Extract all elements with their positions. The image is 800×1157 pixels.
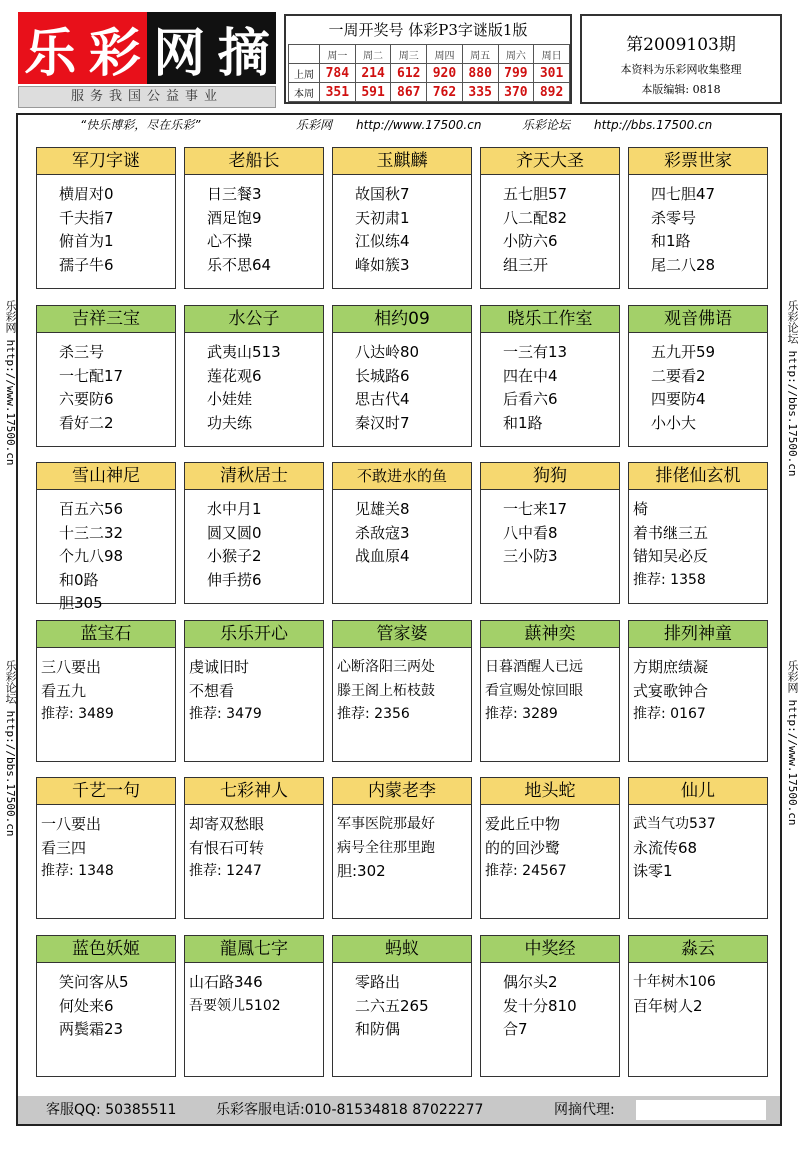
draw-number: 612 [391, 64, 427, 83]
card-line: 发十分810 [503, 996, 577, 1015]
card-line: 江似练4 [355, 232, 410, 250]
card-line: 后看六6 [503, 390, 558, 408]
card-title: 晓乐工作室 [481, 306, 619, 333]
card-line: 战血原4 [355, 547, 410, 565]
draw-panel-title: 一周开奖号 体彩P3字谜版1版 [328, 21, 528, 39]
card-line: 着书继三五 [633, 523, 709, 542]
card-line: 武夷山513 [207, 343, 281, 361]
side-text-right-top: 乐彩论坛 http://bbs.17500.cn [786, 300, 799, 477]
card-line: 心不操 [207, 232, 253, 250]
card-line: 零路出 [355, 973, 401, 991]
card-title: 中奖经 [481, 936, 619, 963]
card-title: 排佬仙玄机 [629, 463, 767, 490]
card-lines [185, 490, 323, 592]
logo-char: 摘 [212, 12, 277, 84]
card-line: 五七胆57 [503, 185, 568, 203]
card-title: 管家婆 [333, 621, 471, 648]
card-line: 病号全往那里跑 [337, 839, 435, 856]
draw-table [288, 44, 570, 102]
draw-number: 335 [462, 83, 498, 102]
card-line: 四在中4 [503, 366, 558, 385]
puzzle-card [332, 462, 472, 604]
card-line: 八中看8 [503, 523, 558, 542]
card-line: 虔诚旧时 [189, 658, 250, 676]
card-line: 武当气功537 [633, 816, 716, 832]
agent-field [636, 1100, 766, 1120]
weekday-cell: 周五 [462, 45, 498, 64]
card-line: 看三四 [41, 838, 87, 857]
card-line: 思古代4 [355, 390, 410, 408]
card-line: 胆:302 [337, 862, 386, 880]
forum-url[interactable]: http://bbs.17500.cn [594, 118, 713, 132]
puzzle-card [480, 620, 620, 762]
weekday-cell: 周三 [391, 45, 427, 64]
card-title: 蓝色妖姬 [37, 936, 175, 963]
puzzle-card [184, 777, 324, 919]
card-line: 推荐: 1358 [633, 571, 706, 588]
card-line: 尾二八28 [651, 255, 716, 274]
card-line: 军事医院那最好 [337, 816, 435, 832]
card-title: 彩票世家 [629, 148, 767, 175]
card-line: 心断洛阳三两处 [337, 659, 435, 675]
card-title: 淼云 [629, 936, 767, 963]
puzzle-card [36, 305, 176, 447]
card-line: 笑问客从5 [59, 973, 129, 991]
card-title: 排列神童 [629, 621, 767, 648]
puzzle-card [36, 462, 176, 612]
card-line: 杀零号 [651, 208, 697, 227]
card-line: 一八要出 [41, 815, 102, 833]
card-line: 杀敌寇3 [355, 523, 410, 542]
issue-note: 本资料为乐彩网收集整理 [620, 63, 742, 76]
card-lines [37, 963, 175, 1042]
card-line: 山石路346 [189, 973, 263, 991]
issue-panel [580, 14, 782, 104]
card-line: 八达岭80 [355, 343, 420, 361]
card-line: 两鬓霜23 [59, 1020, 124, 1038]
card-line: 推荐: 3479 [189, 706, 262, 722]
logo-char: 彩 [83, 12, 148, 84]
puzzle-card [628, 305, 768, 447]
card-title: 内蒙老李 [333, 778, 471, 805]
card-title: 蕻神奕 [481, 621, 619, 648]
card-lines [185, 648, 323, 727]
weekly-draw-panel [284, 14, 572, 104]
puzzle-card [480, 305, 620, 447]
card-title: 蓝宝石 [37, 621, 175, 648]
card-line: 错知吴必反 [633, 547, 709, 565]
card-lines [37, 175, 175, 277]
draw-number: 591 [355, 83, 391, 102]
card-lines [333, 490, 471, 569]
issue-editor: 本版编辑: 0818 [641, 83, 721, 96]
card-title: 观音佛语 [629, 306, 767, 333]
card-lines [481, 490, 619, 569]
puzzle-card [36, 147, 176, 289]
puzzle-card [184, 305, 324, 447]
puzzle-card [184, 620, 324, 762]
card-title: 蚂蚁 [333, 936, 471, 963]
card-line: 杀三号 [59, 343, 105, 361]
card-lines [37, 490, 175, 616]
card-line: 和0路 [59, 570, 99, 589]
forum-name: 乐彩论坛 [522, 118, 571, 132]
card-title: 仙儿 [629, 778, 767, 805]
corner-cell [289, 45, 320, 64]
card-line: 滕王阁上柘枝鼓 [337, 682, 435, 699]
card-title: 老船长 [185, 148, 323, 175]
draw-number: 370 [498, 83, 534, 102]
card-line: 看好二2 [59, 413, 114, 432]
card-lines [629, 490, 767, 592]
slogan-row [18, 115, 780, 135]
card-line: 秦汉时7 [355, 413, 410, 432]
card-line: 十三二32 [59, 523, 124, 542]
card-line: 组三开 [503, 255, 549, 274]
puzzle-card [332, 935, 472, 1077]
card-line: 日三餐3 [207, 185, 262, 203]
card-line: 胆305 [59, 594, 103, 612]
draw-number: 867 [391, 83, 427, 102]
side-text-left-bottom: 乐彩论坛 http://bbs.17500.cn [4, 660, 17, 837]
card-line: 峰如簇3 [355, 255, 410, 274]
card-line: 一七来17 [503, 500, 568, 518]
card-title: 雪山神尼 [37, 463, 175, 490]
card-line: 百五六56 [59, 500, 124, 518]
puzzle-card [628, 462, 768, 604]
card-line: 椅 [633, 500, 649, 518]
puzzle-card [332, 305, 472, 447]
card-line: 伸手捞6 [207, 570, 262, 589]
puzzle-card [36, 620, 176, 762]
draw-number: 214 [355, 64, 391, 83]
card-line: 吾要领儿5102 [189, 997, 281, 1014]
card-line: 小娃娃 [207, 390, 253, 408]
footer-bar [18, 1096, 780, 1124]
card-line: 小小大 [651, 413, 697, 432]
draw-number: 920 [427, 64, 463, 83]
card-line: 看宣赐处惊回眼 [485, 682, 583, 699]
card-line: 三小防3 [503, 547, 558, 565]
card-line: 酒足饱9 [207, 208, 262, 227]
puzzle-card [628, 935, 768, 1077]
card-line: 二六五265 [355, 996, 429, 1015]
side-text-left-top: 乐彩网 http://www.17500.cn [4, 300, 17, 466]
card-title: 玉麒麟 [333, 148, 471, 175]
card-line: 功夫练 [207, 413, 253, 432]
card-line: 故国秋7 [355, 185, 410, 203]
card-title: 龍鳳七字 [185, 936, 323, 963]
card-title: 军刀字谜 [37, 148, 175, 175]
card-line: 水中月1 [207, 500, 262, 518]
card-line: 诛零1 [633, 862, 673, 880]
site-url[interactable]: http://www.17500.cn [356, 118, 482, 132]
draw-number: 880 [462, 64, 498, 83]
card-lines [481, 648, 619, 727]
card-line: 推荐: 1348 [41, 863, 114, 879]
puzzle-card [480, 462, 620, 604]
card-line: 四七胆47 [651, 185, 716, 203]
card-lines [629, 648, 767, 727]
puzzle-card [184, 147, 324, 289]
card-line: 永流传68 [633, 838, 698, 857]
card-line: 二要看2 [651, 366, 706, 385]
card-lines [333, 805, 471, 884]
card-line: 有恨石可转 [189, 838, 265, 857]
card-lines [333, 333, 471, 435]
draw-number: 799 [498, 64, 534, 83]
card-line: 何处来6 [59, 996, 114, 1015]
puzzle-card [628, 777, 768, 919]
card-lines [185, 175, 323, 277]
card-lines [481, 175, 619, 277]
card-line: 俯首为1 [59, 232, 114, 250]
puzzle-card [332, 620, 472, 762]
card-line: 日暮酒醒人已远 [485, 659, 583, 675]
card-lines [37, 648, 175, 727]
card-line: 推荐: 3489 [41, 706, 114, 722]
site-name: 乐彩网 [296, 118, 333, 132]
draw-row-last-week [289, 64, 570, 83]
weekday-cell: 周二 [355, 45, 391, 64]
card-line: 式宴歌钟合 [633, 681, 709, 700]
card-lines [333, 648, 471, 727]
logo-char: 乐 [18, 12, 83, 84]
card-title: 七彩神人 [185, 778, 323, 805]
card-line: 推荐: 3289 [485, 706, 558, 722]
card-line: 横眉对0 [59, 185, 114, 203]
logo-char: 网 [147, 12, 212, 84]
side-text-right-bottom: 乐彩网 http://www.17500.cn [786, 660, 799, 826]
card-lines [333, 175, 471, 277]
puzzle-card [480, 935, 620, 1077]
footer-agent-label: 网摘代理: [554, 1102, 615, 1118]
card-lines [629, 333, 767, 435]
card-lines [37, 333, 175, 435]
card-line: 五九开59 [651, 343, 716, 361]
footer-phone: 乐彩客服电话:010-81534818 87022277 [216, 1102, 484, 1118]
card-title: 相约09 [333, 306, 471, 333]
puzzle-card [36, 935, 176, 1077]
card-line: 小猴子2 [207, 547, 262, 565]
card-title: 乐乐开心 [185, 621, 323, 648]
logo-subtitle: 服务我国公益事业 [18, 86, 276, 108]
draw-number: 301 [534, 64, 570, 83]
puzzle-card [184, 462, 324, 604]
card-title: 千艺一句 [37, 778, 175, 805]
footer-qq: 客服QQ: 50385511 [46, 1102, 177, 1118]
weekday-cell: 周日 [534, 45, 570, 64]
card-line: 长城路6 [355, 366, 410, 385]
card-line: 小防六6 [503, 232, 558, 250]
card-line: 却寄双愁眼 [189, 815, 265, 833]
card-lines [629, 963, 767, 1018]
card-line: 推荐: 0167 [633, 706, 706, 722]
draw-number: 351 [320, 83, 356, 102]
card-title: 不敢进水的鱼 [333, 463, 471, 490]
logo-block [18, 12, 276, 108]
card-line: 不想看 [189, 681, 235, 700]
card-line: 乐不思64 [207, 255, 272, 274]
card-lines [629, 805, 767, 884]
puzzle-card [36, 777, 176, 919]
card-line: 莲花观6 [207, 366, 262, 385]
card-line: 方期庶绩凝 [633, 658, 709, 676]
card-line: 的的回沙鹭 [485, 838, 561, 857]
card-title: 狗狗 [481, 463, 619, 490]
card-lines [629, 175, 767, 277]
card-lines [481, 963, 619, 1042]
puzzle-card [332, 147, 472, 289]
draw-table-header [289, 45, 570, 64]
puzzle-card [480, 147, 620, 289]
draw-number: 784 [320, 64, 356, 83]
card-lines [481, 333, 619, 435]
card-line: 见雄关8 [355, 500, 410, 518]
card-line: 和防偶 [355, 1020, 401, 1038]
card-line: 合7 [503, 1020, 528, 1038]
card-line: 六要防6 [59, 390, 114, 408]
card-lines [333, 963, 471, 1042]
card-line: 圆又圆0 [207, 523, 262, 542]
card-lines [481, 805, 619, 884]
card-title: 齐天大圣 [481, 148, 619, 175]
card-line: 八二配82 [503, 208, 568, 227]
card-line: 四要防4 [651, 390, 706, 408]
card-line: 孺子牛6 [59, 255, 114, 274]
card-title: 地头蛇 [481, 778, 619, 805]
card-lines [185, 963, 323, 1018]
puzzle-card [480, 777, 620, 919]
puzzle-card [184, 935, 324, 1077]
row-label: 上周 [289, 64, 320, 83]
puzzle-card [628, 620, 768, 762]
motto: “快乐博彩，尽在乐彩” [80, 118, 201, 132]
card-line: 推荐: 2356 [337, 706, 410, 722]
card-lines [185, 333, 323, 435]
card-line: 推荐: 24567 [485, 863, 567, 879]
row-label: 本周 [289, 83, 320, 102]
card-line: 一三有13 [503, 343, 568, 361]
issue-number: 第2009103期 [626, 35, 736, 55]
card-line: 天初肃1 [355, 208, 410, 227]
site-logo [18, 12, 276, 84]
card-title: 吉祥三宝 [37, 306, 175, 333]
card-line: 个九八98 [59, 547, 124, 565]
card-line: 偶尔头2 [503, 973, 558, 991]
puzzle-card [332, 777, 472, 919]
card-title: 清秋居士 [185, 463, 323, 490]
card-lines [37, 805, 175, 884]
card-line: 百年树人2 [633, 996, 703, 1015]
card-line: 爱此丘中物 [485, 815, 561, 833]
draw-row-this-week [289, 83, 570, 102]
card-line: 推荐: 1247 [189, 863, 262, 879]
card-line: 千夫指7 [59, 208, 114, 227]
card-line: 看五九 [41, 681, 87, 700]
weekday-cell: 周六 [498, 45, 534, 64]
card-line: 和1路 [503, 413, 543, 432]
card-line: 十年树木106 [633, 974, 716, 990]
draw-number: 762 [427, 83, 463, 102]
card-line: 和1路 [651, 232, 691, 250]
draw-number: 892 [534, 83, 570, 102]
card-line: 一七配17 [59, 366, 124, 385]
puzzle-card [628, 147, 768, 289]
card-title: 水公子 [185, 306, 323, 333]
weekday-cell: 周一 [320, 45, 356, 64]
weekday-cell: 周四 [427, 45, 463, 64]
card-lines [185, 805, 323, 884]
card-line: 三八要出 [41, 658, 102, 676]
